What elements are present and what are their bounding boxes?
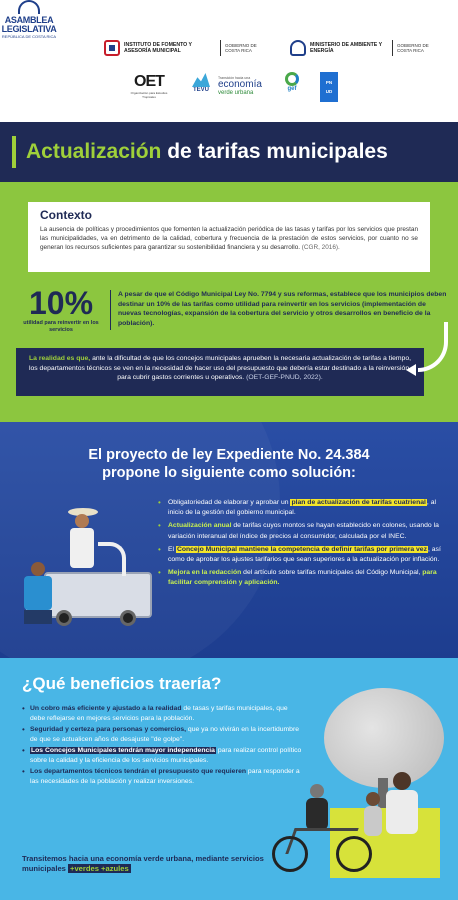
contexto-heading: Contexto: [40, 208, 92, 222]
item-text: , así como de aprobar los ajustes tarifarios que sean superiores a la actualización por inflación.: [168, 545, 441, 564]
contexto-body: [40, 225, 418, 252]
minae-divider: [392, 40, 393, 56]
stat-divider: [110, 290, 111, 330]
minae-mark-icon: [290, 40, 306, 56]
tevu-logo: [190, 73, 212, 93]
body-icon: [364, 806, 382, 836]
oet-logo: [124, 73, 174, 99]
title-band: [0, 122, 458, 182]
tevu-mountain-icon: [192, 73, 210, 87]
econ-small: Transición hacia una: [218, 76, 251, 80]
item-highlight: Actualización anual: [168, 522, 232, 530]
body-icon: [24, 576, 52, 610]
title-green-part: Actualización: [26, 140, 162, 163]
project-section: [0, 422, 458, 658]
title-accent-bar: [12, 136, 16, 168]
curved-arrow-icon: [418, 322, 448, 372]
item-highlight: Concejo Municipal mantiene la competencia de definir tarifas por primera vez: [176, 545, 427, 553]
body-icon: [386, 790, 418, 834]
item-text: de tarifas cuyos montos se hayan establecido en colones, usando la variación interanual del índice de precios al consumidor, calculada por el INEC.: [168, 522, 439, 540]
project-heading-line1: El proyecto de ley Expediente No. 24.384: [88, 447, 370, 463]
ifam-name: INSTITUTO DE FOMENTO Y ASESORÍA MUNICIPAL: [124, 41, 192, 54]
benefits-list: [22, 704, 304, 788]
oet-name: OET: [134, 73, 164, 90]
quote-body: ante la dificultad de que los concejos municipales aprueben la necesaria actualización de tarifas a tiempo, los departamentos técnicos se ven en la necesidad de hacer uso del presupuesto que debería estar destinado a la reinversión, para cubrir gastos corrientes u operativos.: [28, 355, 411, 381]
ifam-logo: [104, 40, 263, 56]
minae-name: MINISTERIO DE AMBIENTE Y ENERGÍA: [310, 41, 382, 54]
gef-name: gef: [287, 86, 297, 92]
stat-block: [16, 286, 106, 334]
list-item: [22, 746, 304, 766]
closing-highlight: +verdes +azules: [70, 864, 129, 873]
item-text: de tasas y tarifas municipales, que debe reflejarse en mejores servicios para la población.: [30, 705, 288, 722]
head-icon: [393, 772, 411, 790]
reality-quote: [16, 348, 424, 396]
context-section: [0, 182, 458, 422]
list-item: [22, 725, 304, 745]
pnud-logo: [320, 72, 338, 102]
head-icon: [31, 562, 45, 576]
ifam-divider: [220, 40, 221, 56]
closing-text: Transitemos hacia una economía verde urbana, mediante servicios municipales: [22, 854, 264, 873]
item-text: para responder a las necesidades de la población y realizar inversiones.: [30, 768, 300, 785]
bicycle-wheel-icon: [336, 836, 372, 872]
economia-verde-logo: [218, 76, 278, 97]
item-bold: Los Concejos Municipales tendrán mayor independencia: [31, 747, 215, 754]
quote-highlight: La realidad es que,: [29, 355, 91, 362]
page-title: [26, 136, 388, 168]
asamblea-seal-icon: [18, 0, 40, 14]
minae-logo: [290, 40, 437, 56]
child-icon: [380, 772, 424, 848]
gef-globe-icon: [285, 72, 299, 86]
truck-wheel-icon: [120, 610, 136, 626]
econ-main: economía: [218, 79, 262, 90]
truck-wheel-icon: [56, 610, 72, 626]
econ-green: verde urbana: [218, 90, 254, 96]
benefits-heading: ¿Qué beneficios traería?: [22, 674, 222, 693]
item-text: El: [168, 545, 176, 553]
item-highlight: plan de actualización de tarifas cuatrienal: [291, 499, 426, 506]
ifam-mark-icon: [104, 40, 120, 56]
pipe-icon: [98, 542, 126, 576]
head-icon: [366, 792, 380, 806]
list-item: [158, 521, 446, 541]
stat-text: A pesar de que el Código Municipal Ley No. 7794 y sus reformas, establece que los municipios deben destinar un 10% de las tarifas como utilidad para reinvertir en los servicios (implementación de nuevas tecnologías, expansión de la cobertura del servicio y otros desarrollos en beneficio de la población).: [118, 291, 447, 327]
workers-truck-illustration: [16, 502, 156, 642]
item-bold: Los departamentos técnicos tendrán el presupuesto que requieren: [30, 768, 247, 775]
cyclist-icon: [304, 784, 330, 832]
closing-statement: [22, 854, 292, 874]
asamblea-line2: LEGISLATIVA: [1, 24, 57, 34]
contexto-cite: (CGR, 2016).: [300, 244, 340, 251]
item-highlight: Mejora en la redacción: [168, 569, 242, 577]
contexto-card: [28, 202, 430, 272]
list-item: [158, 568, 446, 588]
list-item: [22, 767, 304, 787]
logo-header: [0, 0, 458, 122]
item-text: que ya no vivirán en la incertidumbre de que se actualicen años de desajuste "de golpe".: [30, 726, 299, 743]
item-text: para realizar control político sobre la calidad y la eficiencia de los servicios municipales.: [30, 747, 302, 764]
item-text: , al inicio de la gestión del gobierno municipal.: [168, 499, 436, 517]
project-heading: [20, 446, 438, 482]
item-highlight: para facilitar comprensión y aplicación.: [168, 569, 437, 587]
item-bold: Seguridad y certeza para personas y comercios,: [30, 726, 187, 733]
asamblea-line1: ASAMBLEA: [4, 15, 54, 25]
list-item: [22, 704, 304, 724]
child-icon: [362, 792, 384, 840]
title-white-part: de tarifas municipales: [161, 140, 388, 163]
pnud-bottom: UD: [325, 89, 333, 94]
pnud-top: PN: [325, 80, 333, 85]
benefits-section: [0, 658, 458, 900]
gef-logo: [283, 72, 301, 92]
head-icon: [310, 784, 324, 798]
list-item: [158, 545, 446, 565]
item-bold: Un cobro más eficiente y ajustado a la realidad: [30, 705, 182, 712]
project-list: [158, 498, 446, 592]
worker-with-hat-icon: [68, 508, 96, 572]
oet-sub: Organización para Estudios Tropicales: [130, 91, 168, 99]
quote-cite: (OET-GEF-PNUD, 2022).: [244, 374, 323, 381]
project-heading-line2: propone lo siguiente como solución:: [102, 465, 356, 481]
ifam-gov: GOBIERNO DE COSTA RICA: [225, 42, 257, 53]
body-icon: [306, 798, 328, 830]
body-icon: [70, 528, 94, 568]
head-icon: [75, 514, 89, 528]
stat-value: 10%: [28, 285, 94, 321]
kneeling-worker-icon: [18, 562, 58, 626]
contexto-text: La ausencia de políticas y procedimientos que fomenten la actualización periódica de las tasas y tarifas por los servicios que prestan las municipalidades, va en detrimento de la calidad, cobertura y frecuencia de la prestación de estos servicios, por cuanto no se generan los recursos suficientes para garantizar su sostenibilidad financiera y su desarrollo.: [40, 226, 418, 251]
item-text: Obligatoriedad de elaborar y aprobar un: [168, 499, 291, 506]
legs-icon: [24, 610, 52, 624]
list-item: [158, 498, 446, 518]
asamblea-sub: REPÚBLICA DE COSTA RICA: [1, 34, 57, 39]
item-text: del artículo sobre tarifas municipales del Código Municipal,: [241, 569, 423, 577]
stat-label: utilidad para reinvertir en los servicios: [23, 320, 99, 333]
minae-gov: GOBIERNO DE COSTA RICA: [397, 42, 429, 53]
tevu-name: TEVU: [192, 87, 209, 93]
asamblea-logo: [0, 0, 58, 39]
